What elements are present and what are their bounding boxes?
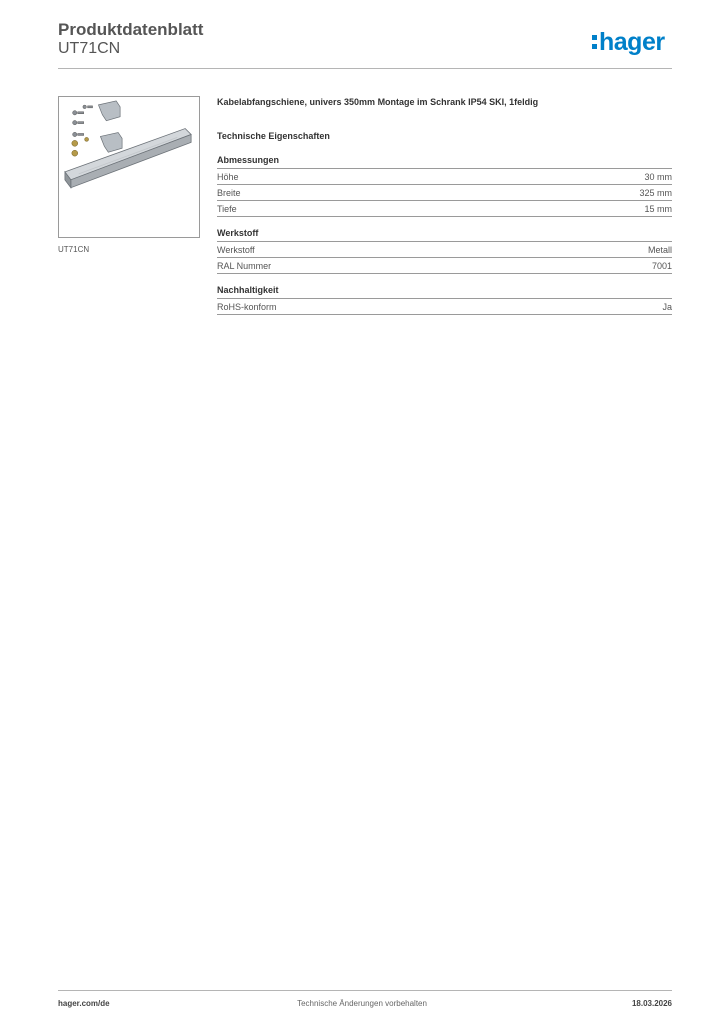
group-nachhaltigkeit [217, 284, 672, 315]
section-title: Technische Eigenschaften [217, 131, 330, 141]
row-value: 30 mm [644, 172, 672, 182]
row-label: Werkstoff [217, 245, 255, 255]
row-value: Metall [647, 245, 672, 255]
table-row [217, 258, 672, 274]
header-divider [58, 68, 672, 69]
row-label: Höhe [217, 172, 239, 182]
row-label: RoHS-konform [217, 302, 277, 312]
footer-website-link[interactable]: hager.com/de [58, 999, 110, 1008]
product-code: UT71CN [58, 40, 121, 57]
group-abmessungen [217, 154, 672, 217]
table-row [217, 185, 672, 201]
logo-text: hager [599, 27, 665, 56]
hager-logo [592, 28, 665, 56]
footer-date: 18.03.2026 [631, 999, 672, 1008]
product-description: Kabelabfangschiene, univers 350mm Montage im Schrank IP54 SKI, 1feldig [217, 97, 539, 107]
footer-divider [58, 990, 672, 991]
page-title: Produktdatenblatt [58, 20, 204, 39]
table-row [217, 169, 672, 185]
row-label: RAL Nummer [217, 261, 272, 271]
table-row [217, 299, 672, 315]
group-title: Nachhaltigkeit [217, 284, 672, 299]
row-label: Tiefe [217, 204, 237, 214]
product-image [58, 96, 200, 238]
group-title: Werkstoff [217, 227, 672, 242]
row-value: Ja [662, 302, 672, 312]
row-value: 15 mm [644, 204, 672, 214]
footer-notice: Technische Änderungen vorbehalten [297, 999, 427, 1008]
table-row [217, 242, 672, 258]
group-title: Abmessungen [217, 154, 672, 169]
product-photo-rail-icon [59, 97, 199, 237]
row-value: 7001 [651, 261, 672, 271]
image-caption: UT71CN [58, 245, 90, 254]
row-label: Breite [217, 188, 241, 198]
product-details [217, 96, 672, 325]
logo-dots-icon [592, 35, 597, 49]
row-value: 325 mm [639, 188, 672, 198]
group-werkstoff [217, 227, 672, 274]
table-row [217, 201, 672, 217]
